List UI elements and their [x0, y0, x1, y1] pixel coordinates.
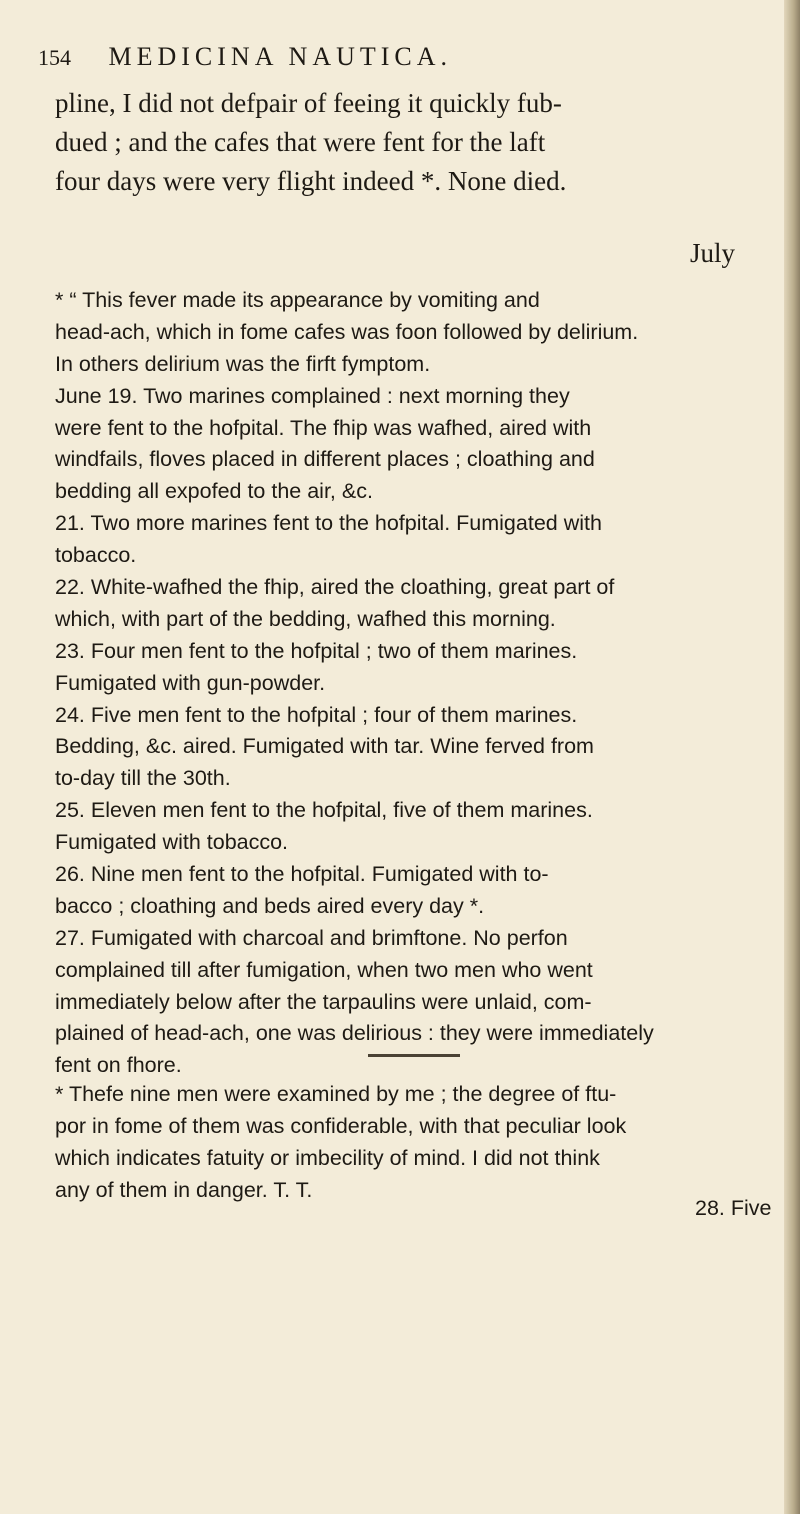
text-line: pline, I did not defpair of feeing it quickly fub-: [55, 88, 562, 118]
footnote-line: plained of head-ach, one was delirious : they were immediately: [55, 1021, 654, 1046]
footnote-line: * Thefe nine men were examined by me ; the degree of ftu-: [55, 1082, 617, 1106]
footnote-line: which indicates fatuity or imbecility of mind. I did not think: [55, 1145, 600, 1170]
footnote-line: Fumigated with tobacco.: [55, 830, 289, 855]
footnote-line: June 19. Two marines complained : next morning they: [55, 383, 570, 408]
page-gutter: [784, 0, 800, 1514]
footnote-line: complained till after fumigation, when two men who went: [55, 957, 593, 982]
footnote-line: * “ This fever made its appearance by vomiting and: [55, 288, 540, 312]
footnote-line: windfails, floves placed in different places ; cloathing and: [55, 447, 595, 472]
footnote-line: 27. Fumigated with charcoal and brimftone. No perfon: [55, 925, 568, 950]
footnote-journal: [55, 285, 765, 1082]
footnote-line: to-day till the 30th.: [55, 766, 231, 791]
footnote-line: fent on fhore.: [55, 1053, 182, 1078]
text-line: four days were very flight indeed *. None died.: [55, 166, 567, 196]
footnote-line: 26. Nine men fent to the hofpital. Fumigated with to-: [55, 862, 549, 887]
footnote-line: bedding all expofed to the air, &c.: [55, 479, 373, 504]
footnote-line: 23. Four men fent to the hofpital ; two of them marines.: [55, 638, 578, 663]
footnote-line: 21. Two more marines fent to the hofpital. Fumigated with: [55, 511, 602, 536]
footnote-line: Bedding, &c. aired. Fumigated with tar. Wine ferved from: [55, 734, 594, 759]
main-text: [55, 84, 755, 201]
footnote-line: head-ach, which in fome cafes was foon followed by delirium.: [55, 319, 639, 344]
running-header: [38, 42, 638, 82]
page-number: 154: [38, 45, 71, 70]
footnote-line: 22. White-wafhed the fhip, aired the cloathing, great part of: [55, 575, 615, 600]
footnote-line: 24. Five men fent to the hofpital ; four of them marines.: [55, 702, 578, 727]
footnote-line: tobacco.: [55, 543, 137, 568]
running-title: MEDICINA NAUTICA.: [108, 42, 453, 71]
catchword: July: [690, 238, 736, 268]
footnote-line: Fumigated with gun-powder.: [55, 670, 326, 695]
footnote-line: por in fome of them was confiderable, with that peculiar look: [55, 1113, 627, 1138]
text-line: dued ; and the cafes that were fent for the laft: [55, 127, 546, 157]
footnote-note: [55, 1079, 765, 1207]
footnote-divider: [368, 1054, 460, 1057]
footnote-line: which, with part of the bedding, wafhed this morning.: [55, 606, 556, 631]
footnote-line: 25. Eleven men fent to the hofpital, five of them marines.: [55, 798, 593, 823]
footnote-line: In others delirium was the firft fymptom.: [55, 351, 431, 376]
footnote-line: bacco ; cloathing and beds aired every day *.: [55, 893, 485, 918]
footnote-line: any of them in danger. T. T.: [55, 1177, 313, 1202]
footnote-line: were fent to the hofpital. The fhip was wafhed, aired with: [55, 415, 592, 440]
footnote-line: immediately below after the tarpaulins were unlaid, com-: [55, 989, 592, 1014]
catchword-footnote: 28. Five: [695, 1196, 772, 1220]
